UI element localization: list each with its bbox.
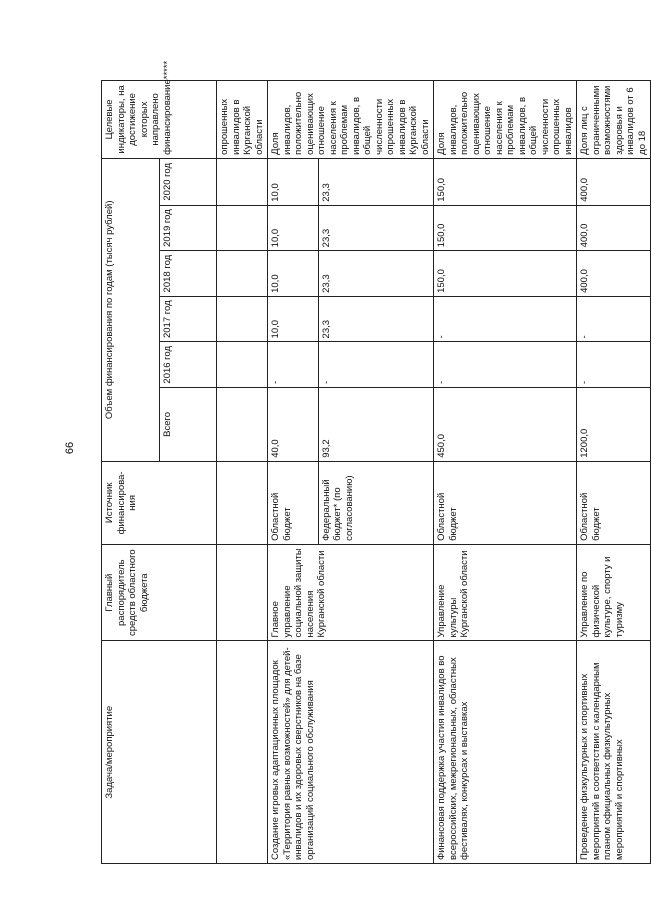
value-2016-cell: - xyxy=(268,342,319,388)
target-cell: опрошенных инвалидов в Курганской области xyxy=(217,81,268,159)
financing-table xyxy=(101,60,651,864)
value-2020-cell: 23,3 xyxy=(318,158,433,205)
header-task: Задача/мероприятие xyxy=(102,641,217,864)
total-cell: 93,2 xyxy=(318,388,433,462)
value-2018-cell: 400,0 xyxy=(577,251,651,297)
source-cell: Областной бюджет xyxy=(268,461,319,544)
target-cell: Доля инвалидов, положительно оценивающих отношение населения к проблемам инвалидов, в общей численности опрошенных инвалидов xyxy=(434,81,577,159)
header-2020: 2020 год xyxy=(159,158,217,205)
value-2018-cell: 150,0 xyxy=(434,251,577,297)
value-2020-cell: 150,0 xyxy=(434,158,577,205)
header-2019: 2019 год xyxy=(159,205,217,251)
total-cell: 1200,0 xyxy=(577,388,651,462)
value-2019-cell: 150,0 xyxy=(434,205,577,251)
value-2017-cell: - xyxy=(577,296,651,342)
header-manager: Главный распорядитель средств областного бюджета xyxy=(102,544,217,641)
table-row xyxy=(268,81,319,864)
source-cell: Областной бюджет xyxy=(434,461,577,544)
header-row-1 xyxy=(102,81,160,864)
value-2018-cell: 10,0 xyxy=(268,251,319,297)
manager-cell: Главное управление социальной защиты населения Курганской области xyxy=(268,544,434,641)
value-2019-cell: 23,3 xyxy=(318,205,433,251)
value-2020-cell: 400,0 xyxy=(577,158,651,205)
value-2017-cell: 10,0 xyxy=(268,296,319,342)
value-2017-cell: - xyxy=(434,296,577,342)
page-number: 66 xyxy=(64,441,77,455)
table-row xyxy=(434,81,577,864)
table-row xyxy=(577,81,651,864)
manager-cell: Управление по физической культуре, спорту и туризму xyxy=(577,544,651,641)
value-2020-cell: 10,0 xyxy=(268,158,319,205)
header-source: Источник финансирова-ния xyxy=(102,461,217,544)
value-2019-cell: 10,0 xyxy=(268,205,319,251)
source-cell: Областной бюджет xyxy=(577,461,651,544)
target-cell: Доля лиц с ограниченными возможностями здоровья и инвалидов от 6 до 18 xyxy=(577,81,651,159)
value-2016-cell: - xyxy=(434,342,577,388)
table-row xyxy=(217,81,268,864)
value-2016-cell: - xyxy=(318,342,433,388)
total-cell: 450,0 xyxy=(434,388,577,462)
source-cell: Федеральный бюджет* (по согласованию) xyxy=(318,461,433,544)
rotated-table-container xyxy=(101,60,648,864)
value-2019-cell: 400,0 xyxy=(577,205,651,251)
value-2016-cell: - xyxy=(577,342,651,388)
task-cell: Создание игровых адаптационных площадок «Территория равных возможностей» для детей-инвалидов и их здоровых сверстников на базе организаций социального обслуживания xyxy=(268,641,434,864)
value-2018-cell: 23,3 xyxy=(318,251,433,297)
header-total: Всего xyxy=(159,388,217,462)
total-cell: 40,0 xyxy=(268,388,319,462)
header-2018: 2018 год xyxy=(159,251,217,297)
task-cell: Проведение физкультурных и спортивных мероприятий в соответствии с календарным планом официальных физкультурных мероприятий и спортивных xyxy=(577,641,651,864)
manager-cell: Управление культуры Курганской области xyxy=(434,544,577,641)
header-volume: Объем финансирования по годам (тысяч рублей) xyxy=(102,158,160,461)
value-2017-cell: 23,3 xyxy=(318,296,433,342)
header-2017: 2017 год xyxy=(159,296,217,342)
target-cell: Доля инвалидов, положительно оценивающих отношение населения к проблемам инвалидов, в общей численности опрошенных инвалидов в Курганской области xyxy=(268,81,434,159)
task-cell: Финансовая поддержка участия инвалидов во всероссийских, межрегиональных, областных фестивалях, конкурсах и выставках xyxy=(434,641,577,864)
header-target: Целевые индикаторы, на достижение которых направлено финансирование***** xyxy=(102,81,217,159)
header-2016: 2016 год xyxy=(159,342,217,388)
